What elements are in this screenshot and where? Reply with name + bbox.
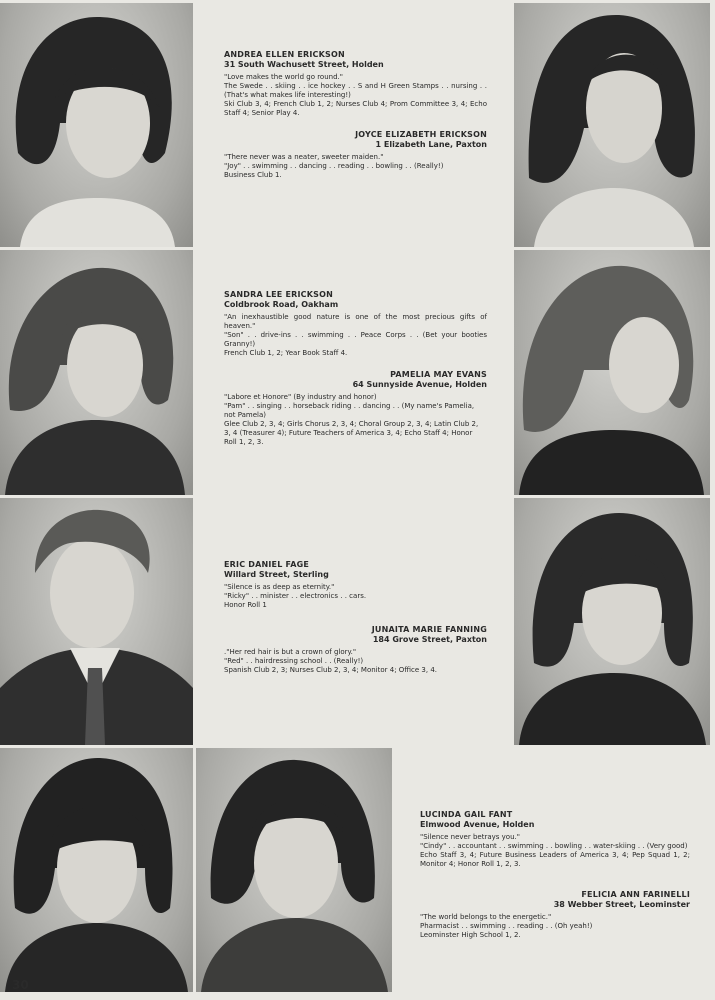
entry-joyce-erickson [224,130,487,180]
student-name: JOYCE ELIZABETH ERICKSON [355,130,487,139]
student-name: LUCINDA GAIL FANT [420,810,513,819]
entry-pamelia-evans [224,370,487,447]
student-address: Willard Street, Sterling [224,570,329,579]
portrait-eric-fage [0,498,193,745]
student-name: PAMELIA MAY EVANS [390,370,487,379]
entry-felicia-farinelli [420,890,690,940]
student-activities: Leominster High School 1, 2. [420,931,521,939]
student-activities: Business Club 1. [224,171,282,179]
student-interests: "Joy" . . swimming . . dancing . . reading . . bowling . . (Really!) [224,162,444,170]
student-address: 31 South Wachusett Street, Holden [224,60,384,69]
student-name: SANDRA LEE ERICKSON [224,290,333,299]
portrait-sandra-erickson [0,250,193,495]
entry-lucinda-fant [420,810,690,869]
entry-junaita-fanning [224,625,487,675]
page-number: 30 [12,978,29,992]
student-address: 1 Elizabeth Lane, Paxton [375,140,487,149]
student-quote: "An inexhaustible good nature is one of the most precious gifts of heaven." [224,313,487,330]
student-interests: "Ricky" . . minister . . electronics . . cars. [224,592,367,600]
student-quote: "Silence never betrays you." [420,833,520,841]
student-name: FELICIA ANN FARINELLI [581,890,690,899]
student-address: 184 Grove Street, Paxton [372,635,487,644]
student-activities: Echo Staff 3, 4; Future Business Leaders of America 3, 4; Pep Squad 1, 2; Monitor 4; Honor Roll 1, 2, 3. [420,851,690,868]
student-name: ANDREA ELLEN ERICKSON [224,50,345,59]
portrait-lucinda-fant [0,748,193,992]
student-name: JUNAITA MARIE FANNING [371,625,487,634]
entry-sandra-erickson [224,290,487,358]
student-address: Elmwood Avenue, Holden [420,820,535,829]
portrait-andrea-erickson [0,3,193,247]
entry-andrea-erickson [224,50,487,118]
student-address: Coldbrook Road, Oakham [224,300,339,309]
portrait-felicia-farinelli [196,748,392,992]
student-address: 64 Sunnyside Avenue, Holden [352,380,487,389]
entry-eric-fage [224,560,487,610]
portrait-pamelia-evans [514,250,710,495]
student-activities: Ski Club 3, 4; French Club 1, 2; Nurses Club 4; Prom Committee 3, 4; Echo Staff 4; Senior Play 4. [224,100,487,117]
student-quote: "Labore et Honore" (By industry and honor) [224,393,377,401]
student-interests: "Son" . . drive-ins . . swimming . . Peace Corps . . (Bet your booties Granny!) [224,331,487,348]
student-interests: Pharmacist . . swimming . . reading . . (Oh yeah!) [420,922,593,930]
student-activities: French Club 1, 2; Year Book Staff 4. [224,349,348,357]
student-interests: "Pam" . . singing . . horseback riding . . dancing . . (My name's Pamelia, not Pamela) [224,402,475,419]
student-interests: The Swede . . skiing . . ice hockey . . S and H Green Stamps . . nursing . . (That's what makes life interesting!) [224,82,487,99]
student-interests: "Red" . . hairdressing school . . (Really!) [224,657,364,665]
student-activities: Honor Roll 1 [224,601,267,609]
student-interests: "Cindy" . . accountant . . swimming . . bowling . . water-skiing . . (Very good) [420,842,688,850]
student-quote: "There never was a neater, sweeter maiden." [224,153,384,161]
student-quote: "Silence is as deep as eternity." [224,583,335,591]
student-quote: "The world belongs to the energetic." [420,913,552,921]
student-quote: ."Her red hair is but a crown of glory." [224,648,357,656]
student-address: 38 Webber Street, Leominster [553,900,690,909]
student-activities: Spanish Club 2, 3; Nurses Club 2, 3, 4; Monitor 4; Office 3, 4. [224,666,438,674]
student-name: ERIC DANIEL FAGE [224,560,310,569]
portrait-joyce-erickson [514,3,710,247]
student-quote: "Love makes the world go round." [224,73,343,81]
student-activities: Glee Club 2, 3, 4; Girls Chorus 2, 3, 4; Choral Group 2, 3, 4; Latin Club 2, 3, 4 (Treasurer 4); Future Teachers of America 3, 4; Echo Staff 4; Honor Roll 1, 2, 3. [224,420,479,446]
portrait-junaita-fanning [514,498,710,745]
